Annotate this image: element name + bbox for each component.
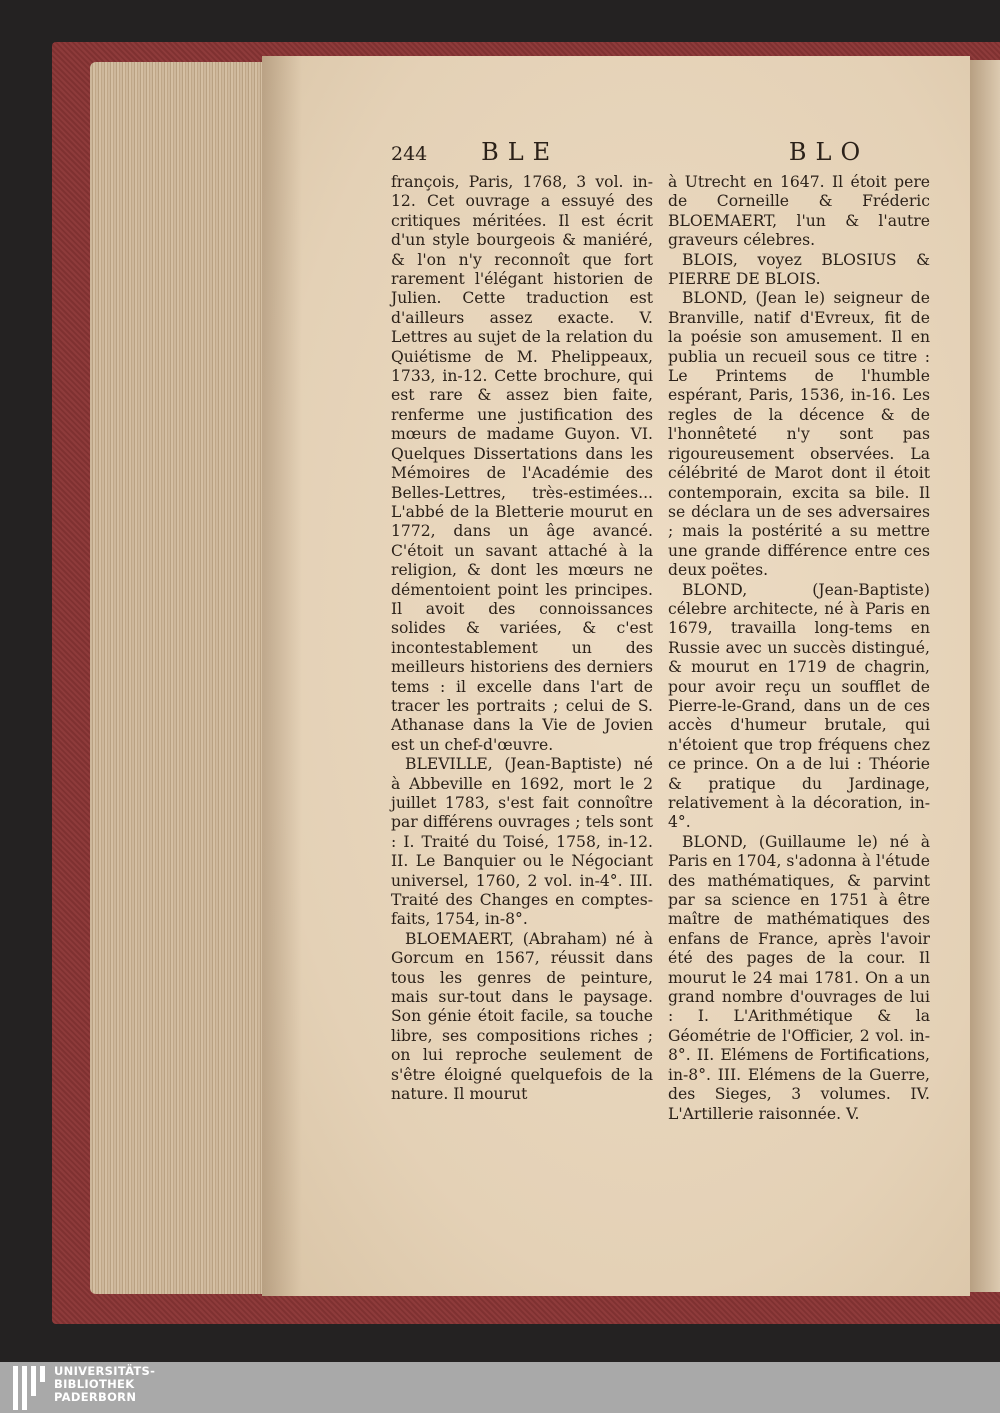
entry-paragraph: BLOIS, voyez BLOSIUS & PIERRE DE BLOIS. bbox=[668, 250, 930, 289]
entry-paragraph: BLEVILLE, (Jean-Baptiste) né à Abbeville en 1692, mort le 2 juillet 1783, s'est fait connoître par différens ouvrages ; tels sont : I. Traité du Toisé, 1758, in-12. II. Le Banquier ou le Négociant universel, 1760, 2 vol. in-4°. III. Traité des Changes en comptes-faits, 1754, in-8°. bbox=[391, 755, 653, 929]
entry-paragraph: BLOND, (Guillaume le) né à Paris en 1704, s'adonna à l'étude des mathématiques, & parvint par sa science en 1751 à être maître de mathématiques des enfans de France, après l'avoir été des pages de la cour. Il mourut le 24 mai 1781. On a un grand nombre d'ouvrages de lui : I. L'Arithmétique & la Géométrie de l'Officier, 2 vol. in-8°. II. Elémens de Fortifications, in-8°. III. Elémens de la Guerre, des Sieges, 3 volumes. IV. L'Artillerie raisonnée. V. bbox=[668, 832, 930, 1123]
library-logo-text bbox=[54, 1365, 155, 1404]
entry-paragraph: BLOEMAERT, (Abraham) né à Gorcum en 1567, réussit dans tous les genres de peinture, mais sur-tout dans le paysage. Son génie étoit facile, sa touche libre, ses compositions riches ; on lui reproche seulement de s'être éloigné quelquefois de la nature. Il mourut bbox=[391, 929, 653, 1104]
right-page-header bbox=[668, 138, 930, 173]
page-gutter-shadow bbox=[262, 56, 302, 1296]
running-head-left: BLE bbox=[481, 138, 560, 166]
right-text-column bbox=[668, 138, 930, 1124]
entry-paragraph: à Utrecht en 1647. Il étoit pere de Corneille & Fréderic BLOEMAERT, l'un & l'autre graveurs célebres. bbox=[668, 173, 930, 250]
entry-paragraph: françois, Paris, 1768, 3 vol. in-12. Cet ouvrage a essuyé des critiques méritées. Il est écrit d'un style bourgeois & maniéré, & l'on n'y reconnoît que fort rarement l'élégant historien de Julien. Cette traduction est d'ailleurs assez exacte. V. Lettres au sujet de la relation du Quiétisme de M. Phelippeaux, 1733, in-12. Cette brochure, qui est rare & assez bien faite, renferme une justification des mœurs de madame Guyon. VI. Quelques Dissertations dans les Mémoires de l'Académie des Belles-Lettres, très-estimées... L'abbé de la Bletterie mourut en 1772, dans un âge avancé. C'étoit un savant attaché à la religion, & dont les mœurs ne démentoient point les principes. Il avoit des connoissances solides & variées, & c'est incontestablement un des meilleurs historiens des derniers tems : il excelle dans l'art de tracer les portraits ; celui de S. Athanase dans la Vie de Jovien est un chef-d'œuvre. bbox=[391, 173, 653, 754]
university-library-bars-icon bbox=[13, 1366, 47, 1410]
logo-line: PADERBORN bbox=[54, 1390, 137, 1404]
page-number: 244 bbox=[391, 143, 428, 165]
page-edges bbox=[90, 62, 268, 1294]
left-page-header bbox=[391, 138, 653, 173]
running-head-right: BLO bbox=[788, 138, 870, 166]
left-text-column bbox=[391, 138, 653, 1105]
logo-line: UNIVERSITÄTS- bbox=[54, 1364, 156, 1378]
entry-paragraph: BLOND, (Jean le) seigneur de Branville, natif d'Evreux, fit de la poésie son amusement. Il en publia un recueil sous ce titre : Le Printems de l'humble espérant, Paris, 1536, in-16. Les regles de la décence & de l'honnêteté n'y sont pas rigoureusement observées. La célébrité de Marot dont il étoit contemporain, excita sa bile. Il se déclara un de ses adversaires ; mais la postérité a su mettre une grande différence entre ces deux poëtes. bbox=[668, 289, 930, 580]
entry-paragraph: BLOND, (Jean-Baptiste) célebre architecte, né à Paris en 1679, travailla long-tems en Russie avec un succès distingué, & mourut en 1719 de chagrin, pour avoir reçu un soufflet de Pierre-le-Grand, dans un de ces accès d'humeur brutale, qui n'étoient que trop fréquens chez ce prince. On a de lui : Théorie & pratique du Jardinage, relativement à la décoration, in-4°. bbox=[668, 580, 930, 832]
logo-line: BIBLIOTHEK bbox=[54, 1377, 135, 1391]
